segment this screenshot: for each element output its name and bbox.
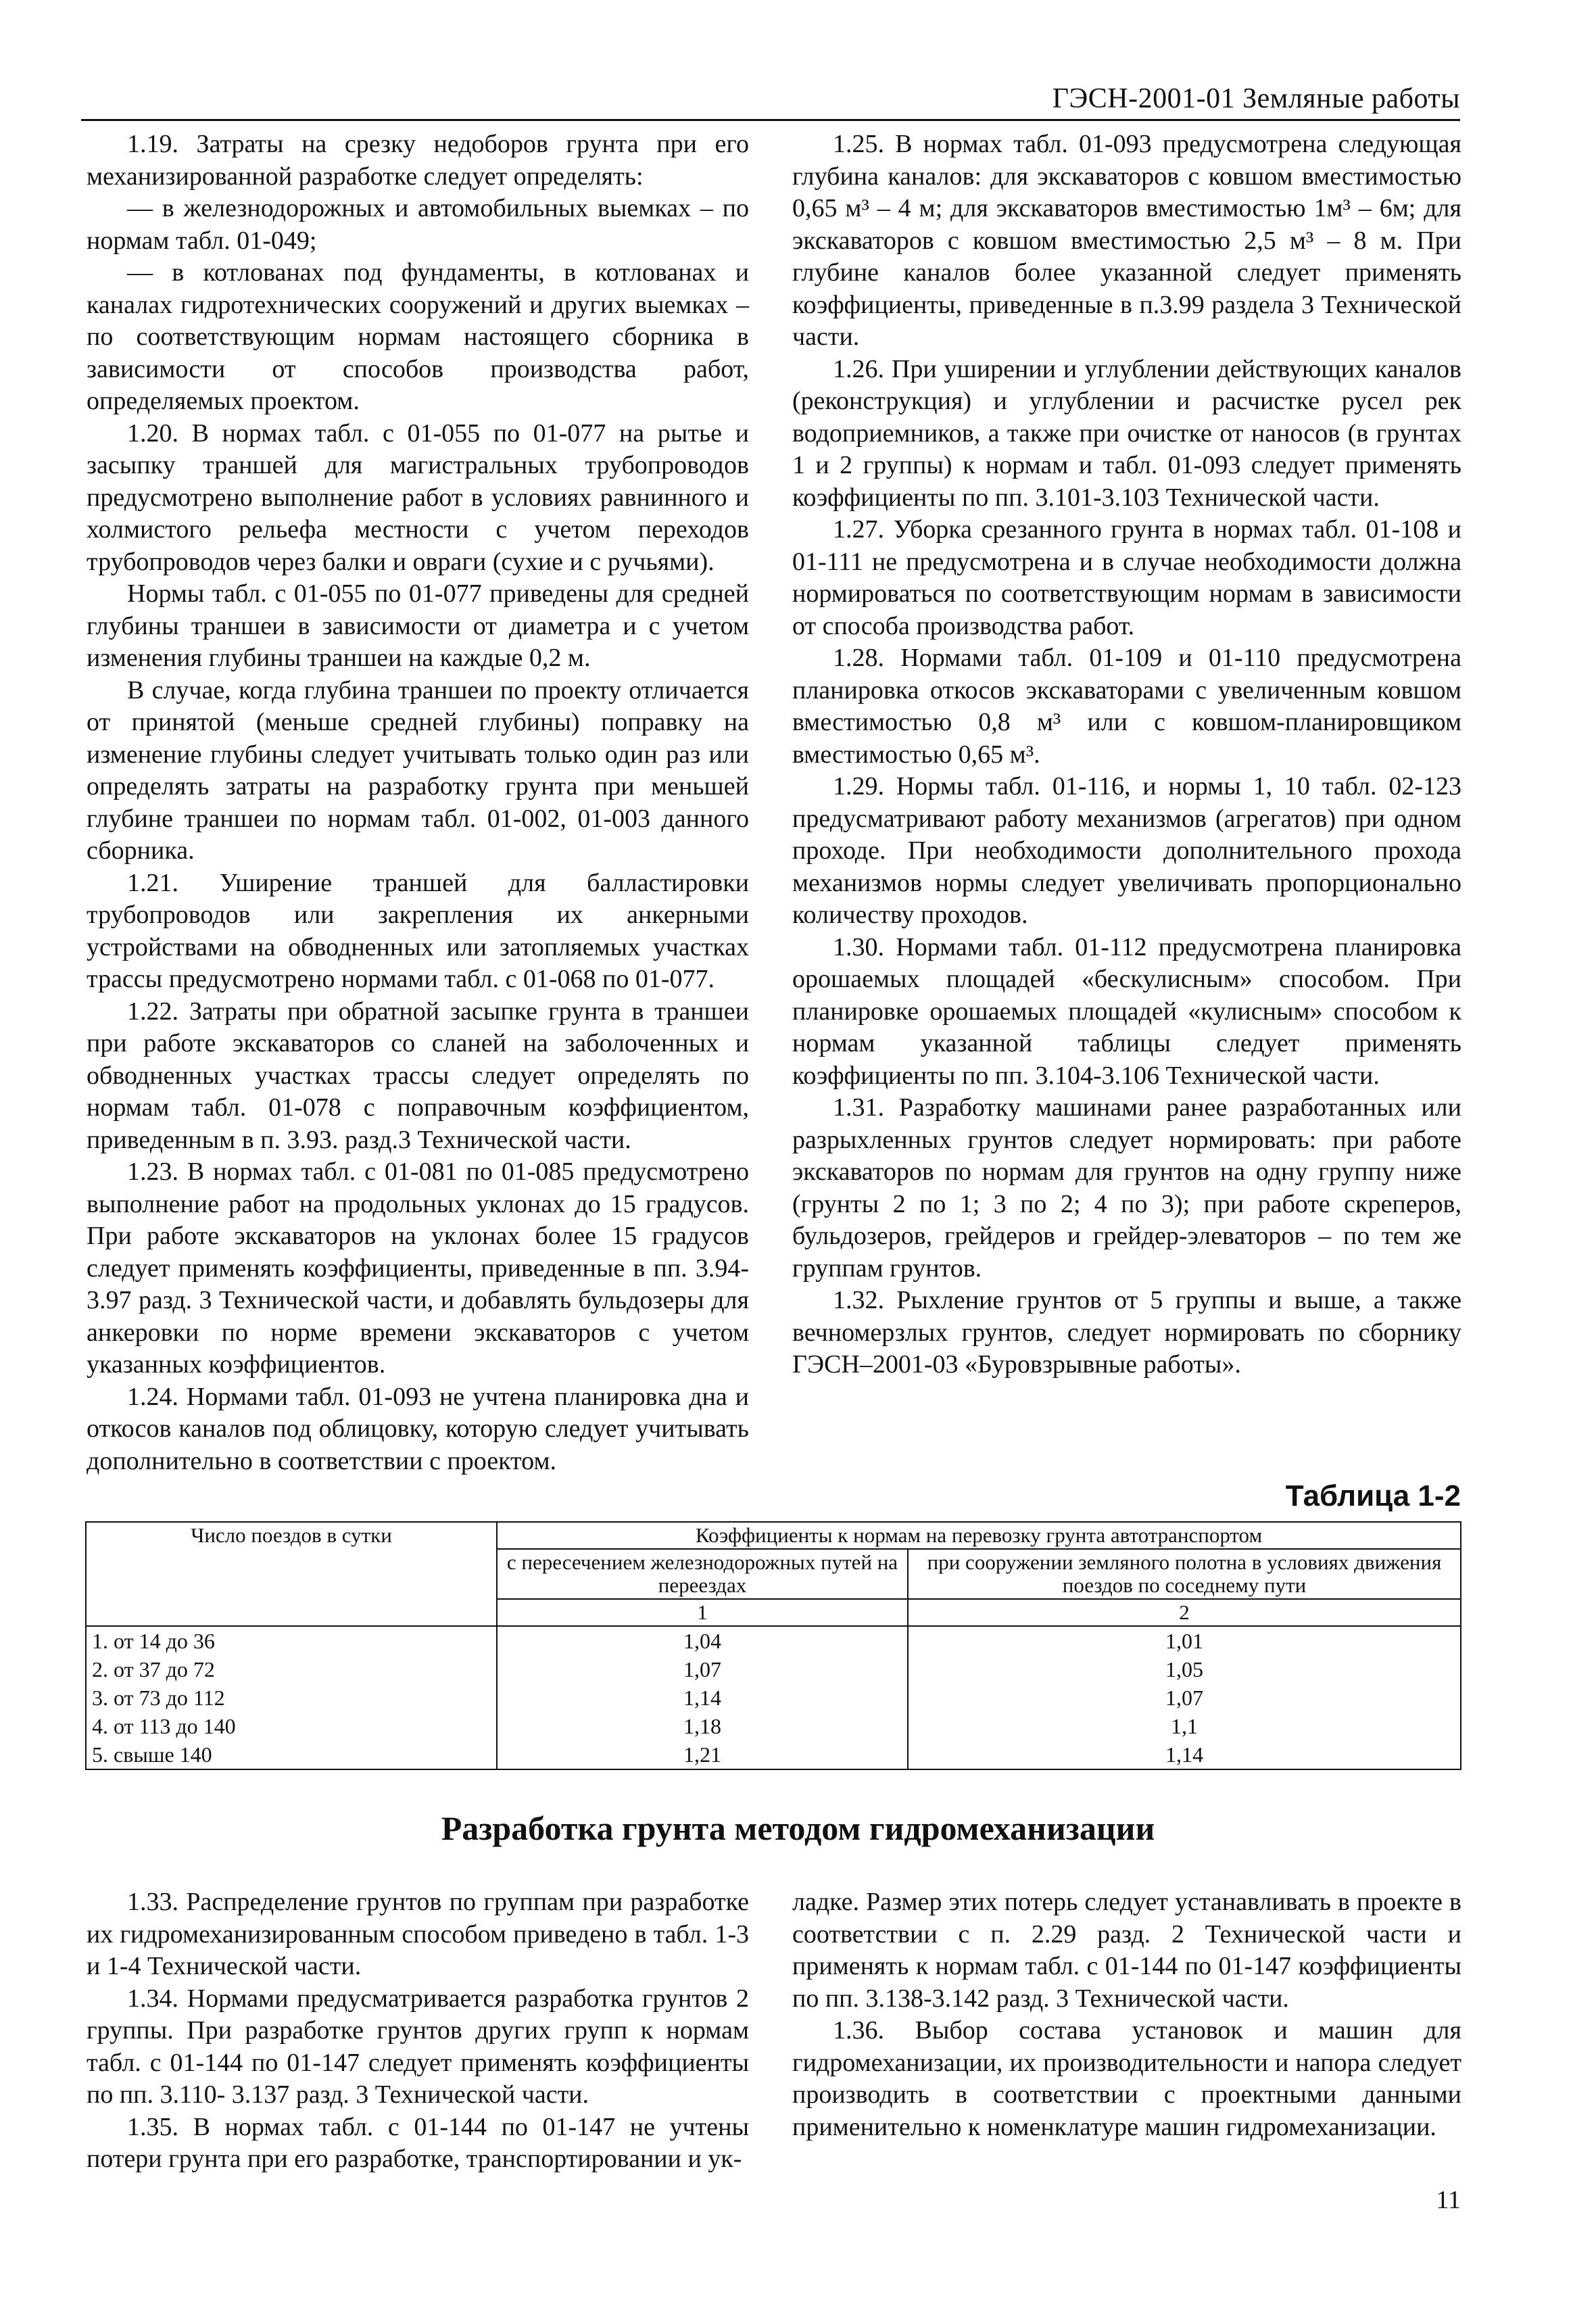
paragraph: ладке. Размер этих потерь следует устанавливать в проекте в соответствии с п. 2.29 разд. 2 Технической части и применять к нормам табл. с 01-144 по 01-147 коэффициенты по пп. 3.138-3.142 разд. 3 Технической части.: [792, 1888, 1461, 2013]
paragraph: 1.22. Затраты при обратной засыпке грунта в траншеи при работе экскаваторов со сланей на заболоченных и обводненных участках трассы следует определять по нормам табл. 01-078 с поправочным коэффициентом, приведенным в п. 3.93. разд.3 Технической части.: [87, 997, 749, 1154]
paragraph: 1.20. В нормах табл. с 01-055 по 01-077 на рытье и засыпку траншей для магистральных трубопроводов предусмотрено выполнение работ в условиях равнинного и холмистого рельефа местности с учетом переходов трубопроводов через балки и овраги (сухие и с ручьями).: [87, 419, 749, 576]
row-label: 2. от 37 до 72: [86, 1655, 497, 1684]
row-label: 3. от 73 до 112: [86, 1684, 497, 1712]
table-row: [86, 1626, 1461, 1655]
cell-value: 1,05: [908, 1655, 1461, 1684]
table-row: [86, 1712, 1461, 1740]
bottom-left-column: [87, 1886, 749, 2176]
bottom-right-column: [792, 1886, 1461, 2143]
table-row: [86, 1684, 1461, 1712]
row-label: 5. свыше 140: [86, 1740, 497, 1769]
cell-value: 1,18: [497, 1712, 908, 1740]
table-row: [86, 1655, 1461, 1684]
paragraph: 1.33. Распределение грунтов по группам при разработке их гидромеханизированным способом приведено в табл. 1-3 и 1-4 Технической части.: [87, 1888, 749, 1980]
paragraph: 1.26. При уширении и углублении действующих каналов (реконструкция) и углублении и расчистке русел рек водоприемников, а также при очистке от наносов (в грунтах 1 и 2 группы) к нормам и табл. 01-093 следует применять коэффициенты по пп. 3.101-3.103 Технической части.: [792, 354, 1461, 512]
paragraph: — в железнодорожных и автомобильных выемках – по нормам табл. 01-049;: [87, 194, 749, 255]
table-row: [86, 1740, 1461, 1769]
paragraph: 1.32. Рыхление грунтов от 5 группы и выше, а также вечномерзлых грунтов, следует нормировать по сборнику ГЭСН–2001-03 «Буровзрывные работы».: [792, 1286, 1461, 1379]
paragraph: В случае, когда глубина траншеи по проекту отличается от принятой (меньше средней глубины) поправку на изменение глубины следует учитывать только один раз или определять затраты на разработку грунта при меньшей глубине траншеи по нормам табл. 01-002, 01-003 данного сборника.: [87, 675, 749, 865]
row-label: 1. от 14 до 36: [86, 1626, 497, 1655]
section-title: Разработка грунта методом гидромеханизации: [441, 1809, 1155, 1847]
paragraph: — в котлованах под фундаменты, в котлованах и каналах гидротехнических сооружений и других выемках – по соответствующим нормам настоящего сборника в зависимости от способов производства работ, определяемых проектом.: [87, 258, 749, 415]
paragraph: 1.36. Выбор состава установок и машин для гидромеханизации, их производительности и напора следует производить в соответствии с проектными данными применительно к номенклатуре машин гидромеханизации.: [792, 2016, 1461, 2141]
paragraph: 1.30. Нормами табл. 01-112 предусмотрена планировка орошаемых площадей «бескулисным» способом. При планировке орошаемых площадей «кулисным» способом к нормам указанной таблицы следует применять коэффициенты по пп. 3.104-3.106 Технической части.: [792, 932, 1461, 1090]
cell-value: 1,21: [497, 1740, 908, 1769]
paragraph: 1.29. Нормы табл. 01-116, и нормы 1, 10 табл. 02-123 предусматривают работу механизмов (агрегатов) при одном проходе. При необходимости дополнительного прохода механизмов нормы следует увеличивать пропорционально количеству проходов.: [792, 772, 1461, 929]
cell-value: 1,14: [908, 1740, 1461, 1769]
paragraph: 1.24. Нормами табл. 01-093 не учтена планировка дна и откосов каналов под облицовку, которую следует учитывать дополнительно в соответствии с проектом.: [87, 1382, 749, 1475]
paragraph: 1.31. Разработку машинами ранее разработанных или разрыхленных грунтов следует нормировать: при работе экскаваторов по нормам для грунтов на одну группу ниже (грунты 2 по 1; 3 по 2; 4 по 3); при работе скреперов, бульдозеров, грейдеров и грейдер-элеваторов – по тем же группам грунтов.: [792, 1093, 1461, 1283]
paragraph: 1.27. Уборка срезанного грунта в нормах табл. 01-108 и 01-111 не предусмотрена и в случае необходимости должна нормироваться по соответствующим нормам в зависимости от способа производства работ.: [792, 515, 1461, 640]
paragraph: 1.35. В нормах табл. с 01-144 по 01-147 не учтены потери грунта при его разработке, транспортировании и ук-: [87, 2112, 749, 2173]
paragraph: 1.28. Нормами табл. 01-109 и 01-110 предусмотрена планировка откосов экскаваторами с увеличенным ковшом вместимостью 0,8 м³ или с ковшом-планировщиком вместимостью 0,65 м³.: [792, 644, 1461, 769]
column-header-trains: Число поездов в сутки: [86, 1522, 497, 1626]
cell-value: 1,1: [908, 1712, 1461, 1740]
paragraph: 1.25. В нормах табл. 01-093 предусмотрена следующая глубина каналов: для экскаваторов с ковшом вместимостью 0,65 м³ – 4 м; для экскаваторов вместимостью 1м³ – 6м; для экскаваторов с ковшом вместимостью 2,5 м³ – 8 м. При глубине каналов более указанной следует применять коэффициенты, приведенные в п.3.99 раздела 3 Технической части.: [792, 130, 1461, 351]
column-header-adjacent-track: при сооружении земляного полотна в условиях движения поездов по соседнему пути: [908, 1549, 1461, 1599]
page-header: [81, 74, 1460, 121]
page-number: 11: [1436, 2186, 1461, 2214]
paragraph: 1.21. Уширение траншей для балластировки трубопроводов или закрепления их анкерными устройствами на обводненных или затопляемых участках трассы предусмотрено нормами табл. с 01-068 по 01-077.: [87, 868, 749, 993]
row-label: 4. от 113 до 140: [86, 1712, 497, 1740]
column-number: 1: [497, 1599, 908, 1626]
right-column: [792, 128, 1461, 1381]
cell-value: 1,01: [908, 1626, 1461, 1655]
cell-value: 1,04: [497, 1626, 908, 1655]
header-title: ГЭСН-2001-01 Земляные работы: [1052, 83, 1460, 114]
column-header-crossings: с пересечением железнодорожных путей на переездах: [497, 1549, 908, 1599]
column-number: 2: [908, 1599, 1461, 1626]
cell-value: 1,07: [497, 1655, 908, 1684]
paragraph: 1.34. Нормами предусматривается разработка грунтов 2 группы. При разработке грунтов других групп к нормам табл. с 01-144 по 01-147 следует применять коэффициенты по пп. 3.110- 3.137 разд. 3 Технической части.: [87, 1984, 749, 2109]
column-group-header: Коэффициенты к нормам на перевозку грунта автотранспортом: [497, 1522, 1461, 1549]
cell-value: 1,07: [908, 1684, 1461, 1712]
left-column: [87, 128, 749, 1477]
paragraph: 1.23. В нормах табл. с 01-081 по 01-085 предусмотрено выполнение работ на продольных уклонах до 15 градусов. При работе экскаваторов на уклонах более 15 градусов следует применять коэффициенты, приведенные в пп. 3.94-3.97 разд. 3 Технической части, и добавлять бульдозеры для анкеровки по норме времени экскаваторов с учетом указанных коэффициентов.: [87, 1158, 749, 1379]
coefficients-table: [85, 1521, 1461, 1770]
paragraph: Нормы табл. с 01-055 по 01-077 приведены для средней глубины траншеи в зависимости от диаметра и с учетом изменения глубины траншеи на каждые 0,2 м.: [87, 579, 749, 672]
paragraph: 1.19. Затраты на срезку недоборов грунта при его механизированной разработке следует определять:: [87, 130, 749, 191]
cell-value: 1,14: [497, 1684, 908, 1712]
table-title: Таблица 1-2: [1285, 1479, 1461, 1512]
